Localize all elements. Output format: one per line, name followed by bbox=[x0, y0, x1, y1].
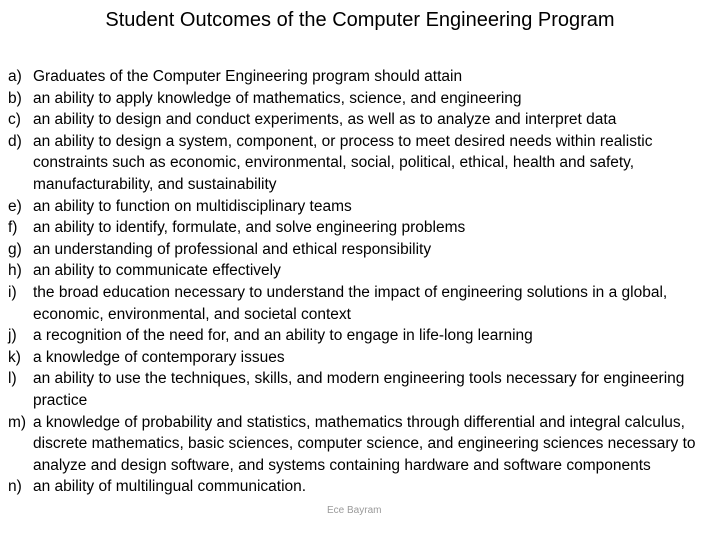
outcome-text: a recognition of the need for, and an ability to engage in life-long learning bbox=[33, 327, 533, 345]
list-item bbox=[8, 325, 714, 347]
list-item bbox=[8, 196, 714, 218]
list-marker: f) bbox=[8, 219, 18, 237]
list-marker: m) bbox=[8, 413, 27, 431]
outcome-text: an ability to design and conduct experiments, as well as to analyze and interpret data bbox=[33, 111, 617, 129]
list-item bbox=[8, 260, 714, 282]
list-item bbox=[8, 347, 714, 369]
list-marker: j) bbox=[8, 327, 17, 345]
list-item bbox=[8, 66, 714, 88]
outcome-text: a knowledge of contemporary issues bbox=[33, 348, 285, 366]
list-item bbox=[8, 131, 714, 196]
list-item bbox=[8, 282, 714, 325]
list-marker: c) bbox=[8, 111, 21, 129]
list-item bbox=[8, 217, 714, 239]
outcome-text: a knowledge of probability and statistics, mathematics through differential and integral calculus, discrete mathematics, basic sciences, computer science, and engineering sciences necessary to analyze and design software, and systems containing hardware and software components bbox=[33, 413, 696, 474]
list-marker: e) bbox=[8, 197, 22, 215]
list-marker: k) bbox=[8, 348, 21, 366]
list-item bbox=[8, 88, 714, 110]
outcome-text: an ability to apply knowledge of mathematics, science, and engineering bbox=[33, 89, 522, 107]
list-item bbox=[8, 412, 714, 477]
outcome-text: the broad education necessary to understand the impact of engineering solutions in a global, economic, environmental, and societal context bbox=[33, 283, 668, 323]
list-item bbox=[8, 239, 714, 261]
footer-author: Ece Bayram bbox=[327, 505, 382, 516]
list-marker: i) bbox=[8, 283, 17, 301]
page-title: Student Outcomes of the Computer Engineering Program bbox=[105, 9, 615, 31]
list-item bbox=[8, 368, 714, 411]
list-marker: l) bbox=[8, 370, 17, 388]
list-marker: a) bbox=[8, 68, 22, 85]
outcomes-list bbox=[8, 66, 714, 498]
outcome-text: Graduates of the Computer Engineering program should attain bbox=[33, 68, 463, 85]
outcome-text: an ability to function on multidisciplinary teams bbox=[33, 197, 352, 215]
outcome-text: an understanding of professional and ethical responsibility bbox=[33, 240, 432, 258]
outcome-text: an ability to identify, formulate, and solve engineering problems bbox=[33, 219, 466, 237]
outcome-text: an ability to use the techniques, skills, and modern engineering tools necessary for engineering practice bbox=[33, 370, 685, 409]
list-marker: b) bbox=[8, 89, 22, 107]
list-marker: g) bbox=[8, 240, 22, 258]
outcome-text: an ability to communicate effectively bbox=[33, 262, 281, 280]
outcome-text: an ability to design a system, component, or process to meet desired needs within realistic constraints such as economic, environmental, social, political, ethical, health and safety, manufacturability, and sustainability bbox=[33, 132, 653, 193]
list-item bbox=[8, 476, 714, 498]
list-marker: n) bbox=[8, 478, 22, 496]
outcome-text: an ability of multilingual communication. bbox=[33, 478, 307, 496]
list-marker: h) bbox=[8, 262, 22, 280]
list-marker: d) bbox=[8, 132, 22, 150]
list-item bbox=[8, 109, 714, 131]
